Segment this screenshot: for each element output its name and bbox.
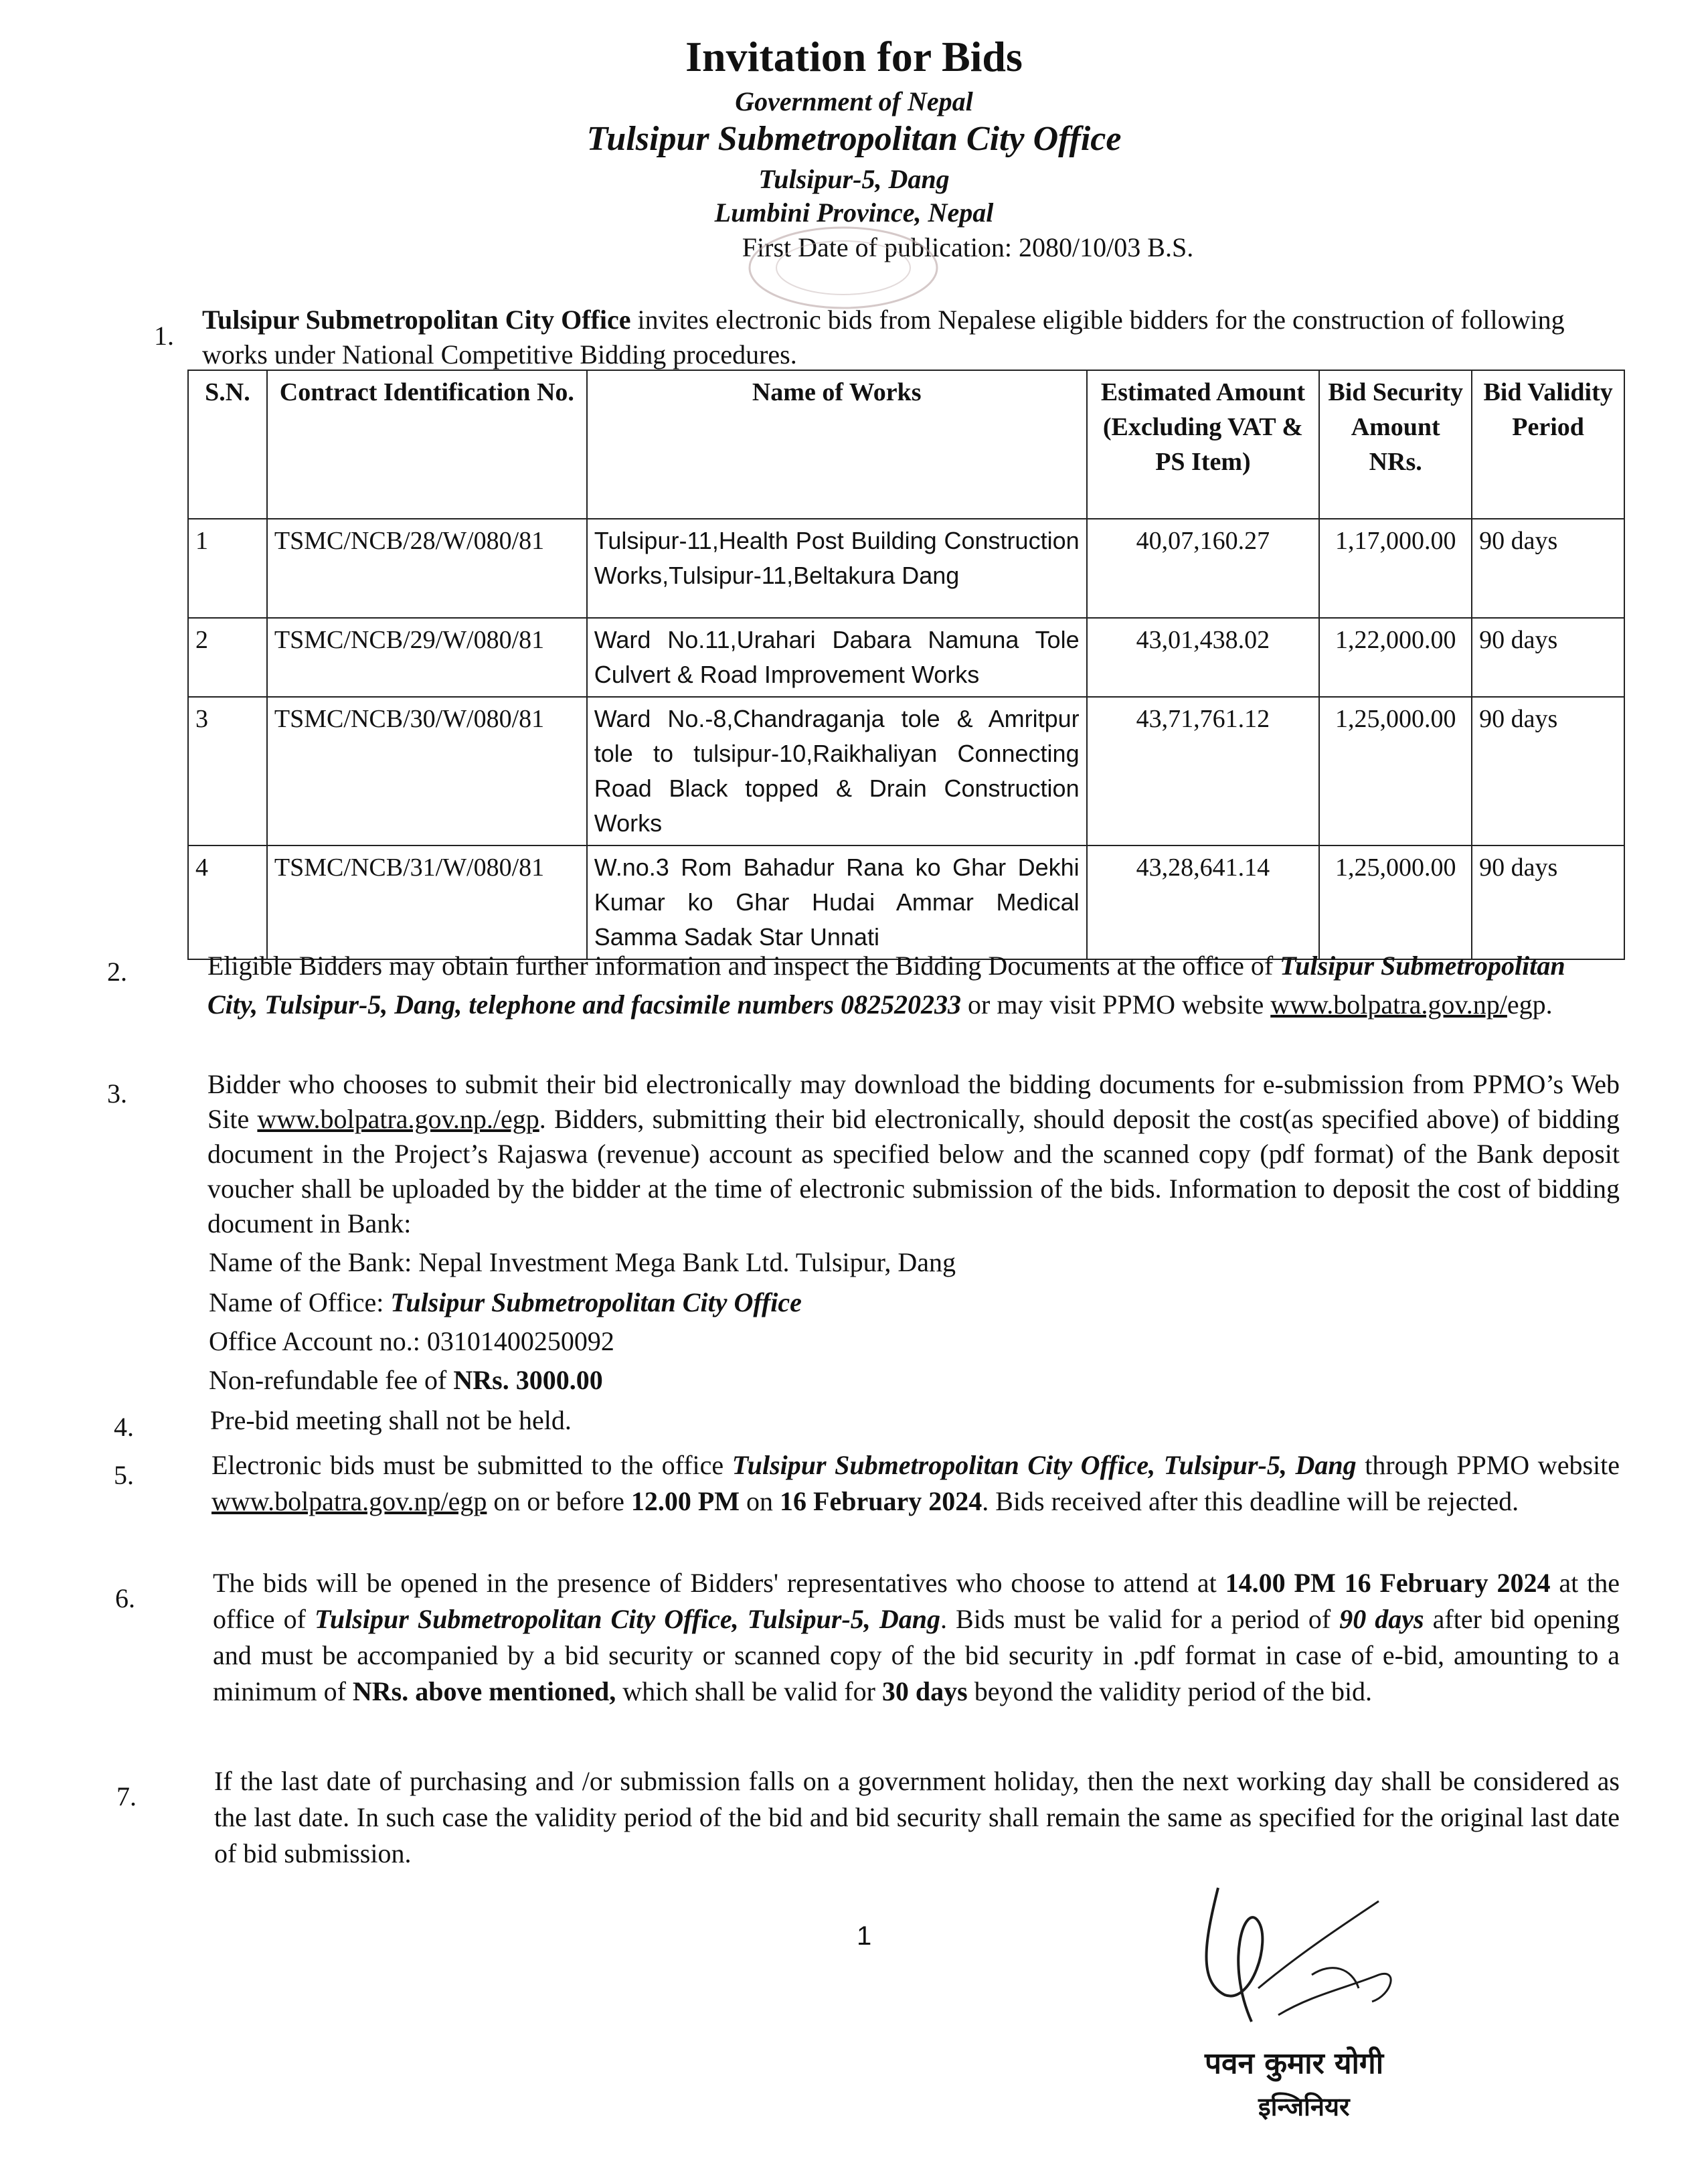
- cell-contract-id: TSMC/NCB/31/W/080/81: [267, 845, 587, 959]
- item-2-text: [207, 947, 1620, 1024]
- cell-bid-security: 1,25,000.00: [1319, 697, 1472, 845]
- cell-name-of-works: W.no.3 Rom Bahadur Rana ko Ghar Dekhi Kumar ko Ghar Hudai Ammar Medical Samma Sadak Star Unnati: [587, 845, 1087, 959]
- bank-fee-value: NRs. 3000.00: [453, 1365, 603, 1395]
- table-header-row: [188, 370, 1624, 519]
- item-5-on: on: [740, 1486, 780, 1516]
- cell-name-of-works: Ward No.11,Urahari Dabara Namuna Tole Culvert & Road Improvement Works: [587, 618, 1087, 697]
- item-5-mid: through PPMO website: [1356, 1450, 1620, 1480]
- header-bid-validity: Bid Validity Period: [1472, 370, 1624, 519]
- item-3-number: 3.: [107, 1078, 127, 1109]
- item-6-mid2: . Bids must be valid for a period of: [940, 1604, 1340, 1634]
- item-5-number: 5.: [114, 1460, 134, 1490]
- table-row: [188, 519, 1624, 618]
- item-5-office: Tulsipur Submetropolitan City Office, Tulsipur-5, Dang: [732, 1450, 1357, 1480]
- item-5-text: [211, 1447, 1620, 1520]
- office-name: Tulsipur Submetropolitan City Office: [586, 120, 1122, 158]
- office-seal-icon: [736, 221, 950, 315]
- cell-bid-validity: 90 days: [1472, 697, 1624, 845]
- header-contract-id: Contract Identification No.: [267, 370, 587, 519]
- page-number: 1: [857, 1921, 872, 1951]
- item-2-mid: or may visit PPMO website: [961, 989, 1271, 1020]
- item-2-post: egp.: [1507, 989, 1553, 1020]
- item-6-number: 6.: [115, 1583, 135, 1613]
- signer-title: इन्जिनियर: [1258, 2092, 1350, 2121]
- item-6-days: 90 days: [1339, 1604, 1424, 1634]
- header-estimated-amount: Estimated Amount (Excluding VAT & PS Item): [1087, 370, 1320, 519]
- cell-contract-id: TSMC/NCB/28/W/080/81: [267, 519, 587, 618]
- cell-sn: 4: [188, 845, 267, 959]
- item-1-body: invites electronic bids from Nepalese eligible bidders for the construction of following works under National Competitive Bidding procedures.: [202, 305, 1565, 370]
- item-6-days2: 30 days: [881, 1676, 968, 1706]
- item-6-amount: NRs. above mentioned,: [352, 1676, 616, 1706]
- item-5-link[interactable]: www.bolpatra.gov.np/egp: [211, 1486, 487, 1516]
- cell-estimated-amount: 43,28,641.14: [1087, 845, 1320, 959]
- item-3-link[interactable]: www.bolpatra.gov.np./egp: [257, 1104, 539, 1134]
- cell-bid-security: 1,22,000.00: [1319, 618, 1472, 697]
- bank-fee: [209, 1363, 603, 1398]
- item-2-pre: Eligible Bidders may obtain further information and inspect the Bidding Documents at the office of: [207, 951, 1280, 981]
- item-6-office: Tulsipur Submetropolitan City Office, Tulsipur-5, Dang: [314, 1604, 940, 1634]
- address-line-2: Lumbini Province, Nepal: [714, 197, 994, 228]
- cell-estimated-amount: 40,07,160.27: [1087, 519, 1320, 618]
- government-line: Government of Nepal: [735, 86, 973, 116]
- cell-estimated-amount: 43,01,438.02: [1087, 618, 1320, 697]
- item-6-post: beyond the validity period of the bid.: [967, 1676, 1373, 1706]
- item-6-datetime: 14.00 PM 16 February 2024: [1225, 1568, 1551, 1598]
- item-3-text: [207, 1067, 1620, 1241]
- item-6-mid4: which shall be valid for: [616, 1676, 882, 1706]
- cell-contract-id: TSMC/NCB/30/W/080/81: [267, 697, 587, 845]
- bank-name: Name of the Bank: Nepal Investment Mega Bank Ltd. Tulsipur, Dang: [209, 1247, 956, 1277]
- item-1-number: 1.: [154, 321, 174, 351]
- cell-estimated-amount: 43,71,761.12: [1087, 697, 1320, 845]
- item-2-contact: Tulsipur Submetropolitan City, Tulsipur-5, Dang, telephone and facsimile numbers 082520233: [207, 951, 1565, 1020]
- item-4-text: Pre-bid meeting shall not be held.: [210, 1405, 572, 1435]
- bank-office-name: Tulsipur Submetropolitan City Office: [390, 1287, 802, 1317]
- item-1-text: [202, 303, 1608, 372]
- table-row: [188, 618, 1624, 697]
- signer-name: पवन कुमार योगी: [1205, 2046, 1384, 2081]
- cell-sn: 1: [188, 519, 267, 618]
- cell-bid-security: 1,25,000.00: [1319, 845, 1472, 959]
- works-table: [187, 370, 1625, 960]
- cell-sn: 2: [188, 618, 267, 697]
- bank-fee-label: Non-refundable fee of: [209, 1365, 454, 1395]
- item-6-mid: at the office of: [213, 1568, 1620, 1634]
- table-row: [188, 845, 1624, 959]
- cell-contract-id: TSMC/NCB/29/W/080/81: [267, 618, 587, 697]
- bank-account: Office Account no.: 03101400250092: [209, 1326, 614, 1356]
- item-2-link[interactable]: www.bolpatra.gov.np/: [1270, 989, 1507, 1020]
- cell-bid-validity: 90 days: [1472, 618, 1624, 697]
- address-line-1: Tulsipur-5, Dang: [758, 164, 950, 194]
- publication-date: First Date of publication: 2080/10/03 B.S.: [742, 232, 1194, 262]
- bank-office-label: Name of Office:: [209, 1287, 391, 1317]
- item-5-pre: Electronic bids must be submitted to the office: [211, 1450, 732, 1480]
- cell-name-of-works: Tulsipur-11,Health Post Building Construction Works,Tulsipur-11,Beltakura Dang: [587, 519, 1087, 618]
- item-4-number: 4.: [114, 1412, 134, 1442]
- cell-sn: 3: [188, 697, 267, 845]
- signature-icon: [1178, 1861, 1446, 2062]
- cell-name-of-works: Ward No.-8,Chandraganja tole & Amritpur tole to tulsipur-10,Raikhaliyan Connecting Road Black topped & Drain Construction Works: [587, 697, 1087, 845]
- cell-bid-validity: 90 days: [1472, 519, 1624, 618]
- header-bid-security: Bid Security Amount NRs.: [1319, 370, 1472, 519]
- item-5-post: . Bids received after this deadline will be rejected.: [982, 1486, 1519, 1516]
- header-name-of-works: Name of Works: [587, 370, 1087, 519]
- item-6-text: [213, 1565, 1620, 1710]
- document-title: Invitation for Bids: [685, 33, 1023, 80]
- header-sn: S.N.: [188, 370, 267, 519]
- item-6-mid3: after bid opening and must be accompanied by a bid security or scanned copy of the bid security in .pdf format in case of e-bid, amounting to a minimum of: [213, 1604, 1620, 1706]
- table-row: [188, 697, 1624, 845]
- item-1-office: Tulsipur Submetropolitan City Office: [202, 305, 631, 335]
- cell-bid-security: 1,17,000.00: [1319, 519, 1472, 618]
- item-5-date: 16 February 2024: [780, 1486, 983, 1516]
- item-3-pre: Bidder who chooses to submit their bid electronically may download the bidding documents for e-submission from PPMO’s Web Site: [207, 1069, 1620, 1134]
- bank-office: [209, 1285, 802, 1320]
- cell-bid-validity: 90 days: [1472, 845, 1624, 959]
- item-3-post: . Bidders, submitting their bid electronically, should deposit the cost(as specified above) of bidding document in the Project’s Rajaswa (revenue) account as specified below and the scanned copy (pdf format) of the Bank deposit voucher shall be uploaded by the bidder at the time of electronic submission of the bids. Information to deposit the cost of bidding document in Bank:: [207, 1104, 1620, 1238]
- item-2-number: 2.: [107, 957, 127, 987]
- item-6-pre: The bids will be opened in the presence of Bidders' representatives who choose to attend at: [213, 1568, 1225, 1598]
- item-7-text: If the last date of purchasing and /or submission falls on a government holiday, then the next working day shall be considered as the last date. In such case the validity period of the bid and bid security shall remain the same as specified for the original last date of bid submission.: [214, 1766, 1620, 1868]
- item-7-number: 7.: [116, 1781, 137, 1811]
- item-5-mid2: on or before: [487, 1486, 631, 1516]
- item-5-time: 12.00 PM: [630, 1486, 740, 1516]
